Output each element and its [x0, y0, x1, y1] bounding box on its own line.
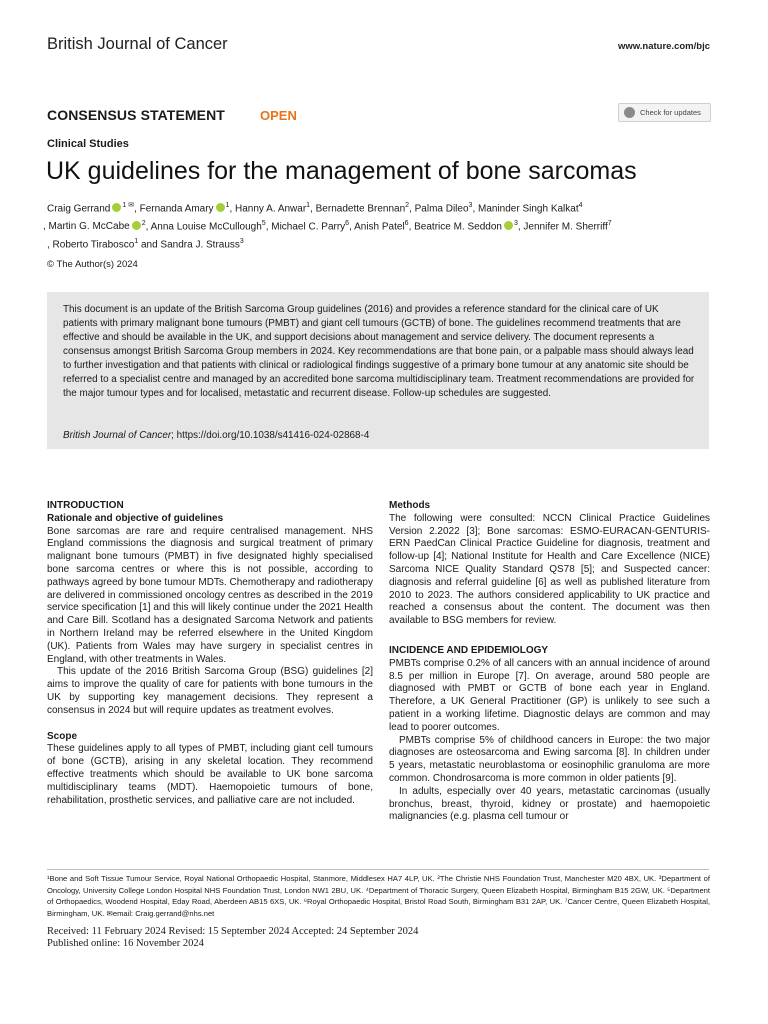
article-type: CONSENSUS STATEMENT	[47, 107, 225, 123]
check-for-updates-button[interactable]	[618, 103, 711, 122]
footnote-divider	[47, 869, 709, 870]
affiliation-marker: 3	[468, 202, 473, 209]
paragraph: In adults, especially over 40 years, metastatic carcinomas (usually bronchus, breast, thyroid, kidney or prostate) and haemopoietic malignancies (e.g. plasma cell tumour or	[389, 785, 710, 823]
article-title: UK guidelines for the management of bone sarcomas	[46, 157, 637, 185]
author-name[interactable]: , Roberto Tirabosco	[47, 238, 135, 250]
section-label: Clinical Studies	[47, 138, 129, 150]
affiliation-marker: 2	[405, 202, 410, 209]
open-access-badge: OPEN	[260, 108, 297, 123]
affiliation-marker: 3	[513, 219, 518, 227]
affiliation-marker: 5	[261, 219, 266, 227]
author-name[interactable]: , Hanny A. Anwar	[229, 203, 307, 215]
orcid-icon[interactable]	[216, 203, 225, 212]
copyright-notice: © The Author(s) 2024	[47, 259, 138, 270]
received-revised-accepted: Received: 11 February 2024 Revised: 15 September 2024 Accepted: 24 September 2024	[47, 926, 419, 937]
author-name[interactable]: and Sandra J. Strauss	[138, 238, 240, 250]
citation-line	[63, 430, 369, 441]
affiliations: ¹Bone and Soft Tissue Tumour Service, Royal National Orthopaedic Hospital, Stanmore, Middlesex HA7 4LP, UK. ²The Christie NHS Foundation Trust, Manchester M20 4BX, UK. ³Department of Oncology, University College London Hospital NHS Foundation Trust, London NW1 2BU, UK. ⁴Department of Thoracic Surgery, Queen Elizabeth Hospital, Birmingham B15 2GW, UK. ⁵Department of Orthopaedics, Woodend Hospital, Eday Road, Aberdeen AB15 6XS, UK. ⁶Royal Orthopaedic Hospital, Bristol Road South, Birmingham B31 2AP, UK. ⁷Cancer Centre, Queen Elizabeth Hospital, Birmingham, UK. ✉email: Craig.gerrand@nhs.net	[47, 874, 710, 918]
abstract-text: This document is an update of the British Sarcoma Group guidelines (2016) and provides a reference standard for the clinical care of UK patients with primary malignant bone tumours (PMBT) and giant cell tumours (GCTB) of bone. The guidelines recommend treatments that are effective and should be available in the UK, and support decisions about management and service delivery. The document represents a consensus amongst British Sarcoma Group members in 2024. Key recommendations are that bone pain, or a palpable mass should always lead to further investigation and that patients with clinical or radiological findings suggestive of a primary bone tumour at any anatomic site should be referred to a specialist centre and managed by an accredited bone sarcoma multidisciplinary team. Treatment recommendations are provided for the major tumour types and for localised, metastatic and recurrent disease. Follow-up schedules are suggested.	[63, 304, 695, 399]
paragraph: The following were consulted: NCCN Clinical Practice Guidelines Version 2.2022 [3]; Bone sarcomas: ESMO-EURACAN-GENTURIS-ERN PaedCan Clinical Practice Guideline for diagnosis, treatment and follow-up [4]; National Institute for Health and Care Excellence (NICE) Sarcoma NICE Quality Standard QS78 [5]; and Suspected cancer: diagnosis and referral guideline [6] as well as published literature from 2010 to 2023. The authors considered applicability to UK practice and reached a consensus about the content. The document was then available to BSG members for review.	[389, 512, 710, 627]
paragraph: This update of the 2016 British Sarcoma Group (BSG) guidelines [2] aims to improve the quality of care for patients with bone tumours in the UK by supporting key management decisions. They represent a consensus in 2024 but will require updates as treatment evolves.	[47, 666, 373, 716]
author-name[interactable]: , Martin G. McCabe	[43, 221, 130, 233]
left-column	[47, 500, 373, 807]
check-updates-label: Check for updates	[640, 108, 701, 117]
affiliation-marker: 1	[306, 202, 311, 209]
journal-url[interactable]: www.nature.com/bjc	[617, 41, 710, 52]
author-name[interactable]: , Michael C. Parry	[265, 221, 346, 233]
paragraph: PMBTs comprise 0.2% of all cancers with an annual incidence of around 8.5 per million in Europe [7]. On average, around 580 people are diagnosed with PMBT or GCTB of bone each year in England. Therefore, a UK General Practitioner (GP) is unlikely to see such a patient in a working lifetime. Diagnostic delays are common and may lead to poorer outcomes.	[389, 657, 710, 733]
author-name[interactable]: , Anna Louise McCullough	[145, 221, 262, 233]
heading-introduction: INTRODUCTION	[47, 500, 124, 511]
journal-name: British Journal of Cancer	[47, 35, 228, 53]
right-column	[389, 500, 710, 824]
paragraph: These guidelines apply to all types of PMBT, including giant cell tumours of bone (GCTB), arising in any skeletal location. They recommend effective treatments which should be available to UK bone sarcoma multidisciplinary teams (MDT). Haemopoietic tumours of bone, rehabilitation, prosthetic services, and palliative care are not included.	[47, 743, 373, 806]
affiliation-marker: 7	[607, 219, 612, 227]
heading-incidence: INCIDENCE AND EPIDEMIOLOGY	[389, 644, 549, 656]
heading-rationale: Rationale and objective of guidelines	[47, 512, 224, 524]
affiliation-marker: 1	[134, 237, 139, 245]
publication-dates	[47, 926, 418, 950]
abstract-box	[47, 292, 709, 449]
author-name[interactable]: , Anish Patel	[349, 221, 405, 233]
author-name[interactable]: , Fernanda Amary	[134, 203, 214, 215]
author-name[interactable]: , Jennifer M. Sherriff	[517, 221, 608, 233]
orcid-icon[interactable]	[504, 221, 513, 230]
author-name[interactable]: Craig Gerrand	[47, 203, 111, 215]
affiliation-marker: 6	[404, 219, 409, 227]
citation-doi[interactable]: ; https://doi.org/10.1038/s41416-024-02868-4	[171, 430, 370, 441]
affiliation-marker: 1 ✉	[122, 202, 135, 209]
affiliation-marker: 4	[578, 202, 583, 209]
heading-scope: Scope	[47, 730, 78, 742]
affiliation-marker: 2	[141, 219, 146, 227]
affiliation-marker: 3	[239, 237, 244, 245]
refresh-icon	[624, 107, 635, 118]
author-list	[43, 199, 722, 252]
orcid-icon[interactable]	[132, 221, 141, 230]
author-name[interactable]: , Maninder Singh Kalkat	[472, 203, 579, 215]
affiliation-marker: 1	[225, 202, 230, 209]
published-online: Published online: 16 November 2024	[47, 938, 204, 949]
orcid-icon[interactable]	[112, 203, 121, 212]
author-name[interactable]: , Beatrice M. Seddon	[408, 221, 502, 233]
affiliation-marker: 6	[345, 219, 350, 227]
citation-journal: British Journal of Cancer	[63, 430, 172, 441]
author-name[interactable]: , Bernadette Brennan	[310, 203, 406, 215]
author-name[interactable]: , Palma Dileo	[409, 203, 469, 215]
heading-methods: Methods	[389, 500, 431, 511]
paragraph: PMBTs comprise 5% of childhood cancers in Europe: the two major diagnoses are osteosarcoma and Ewing sarcoma [8]. In children under 5 years, metastatic neuroblastoma or eosinophilic granuloma are more common. Chondrosarcoma is more common in older patients [9].	[389, 734, 710, 784]
paragraph: Bone sarcomas are rare and require centralised management. NHS England commissions the diagnosis and surgical treatment of primary malignant bone tumours (PMBT) in five designated highly specialised bone sarcoma centres or where this is not possible, according to pathways agreed by bone tumour MDTs. Chemotherapy and radiotherapy are delivered in commissioned oncology centres as described in the 2019 service specification [1] and this will likely continue under the 2021 Health and Care Bill. Scotland has a designated Sarcoma Network and patients in Northern Ireland may be referred elsewhere in the United Kingdom (UK). Patients from Wales may have surgery in specialist centres in England, with other treatments in Wales.	[47, 525, 373, 665]
